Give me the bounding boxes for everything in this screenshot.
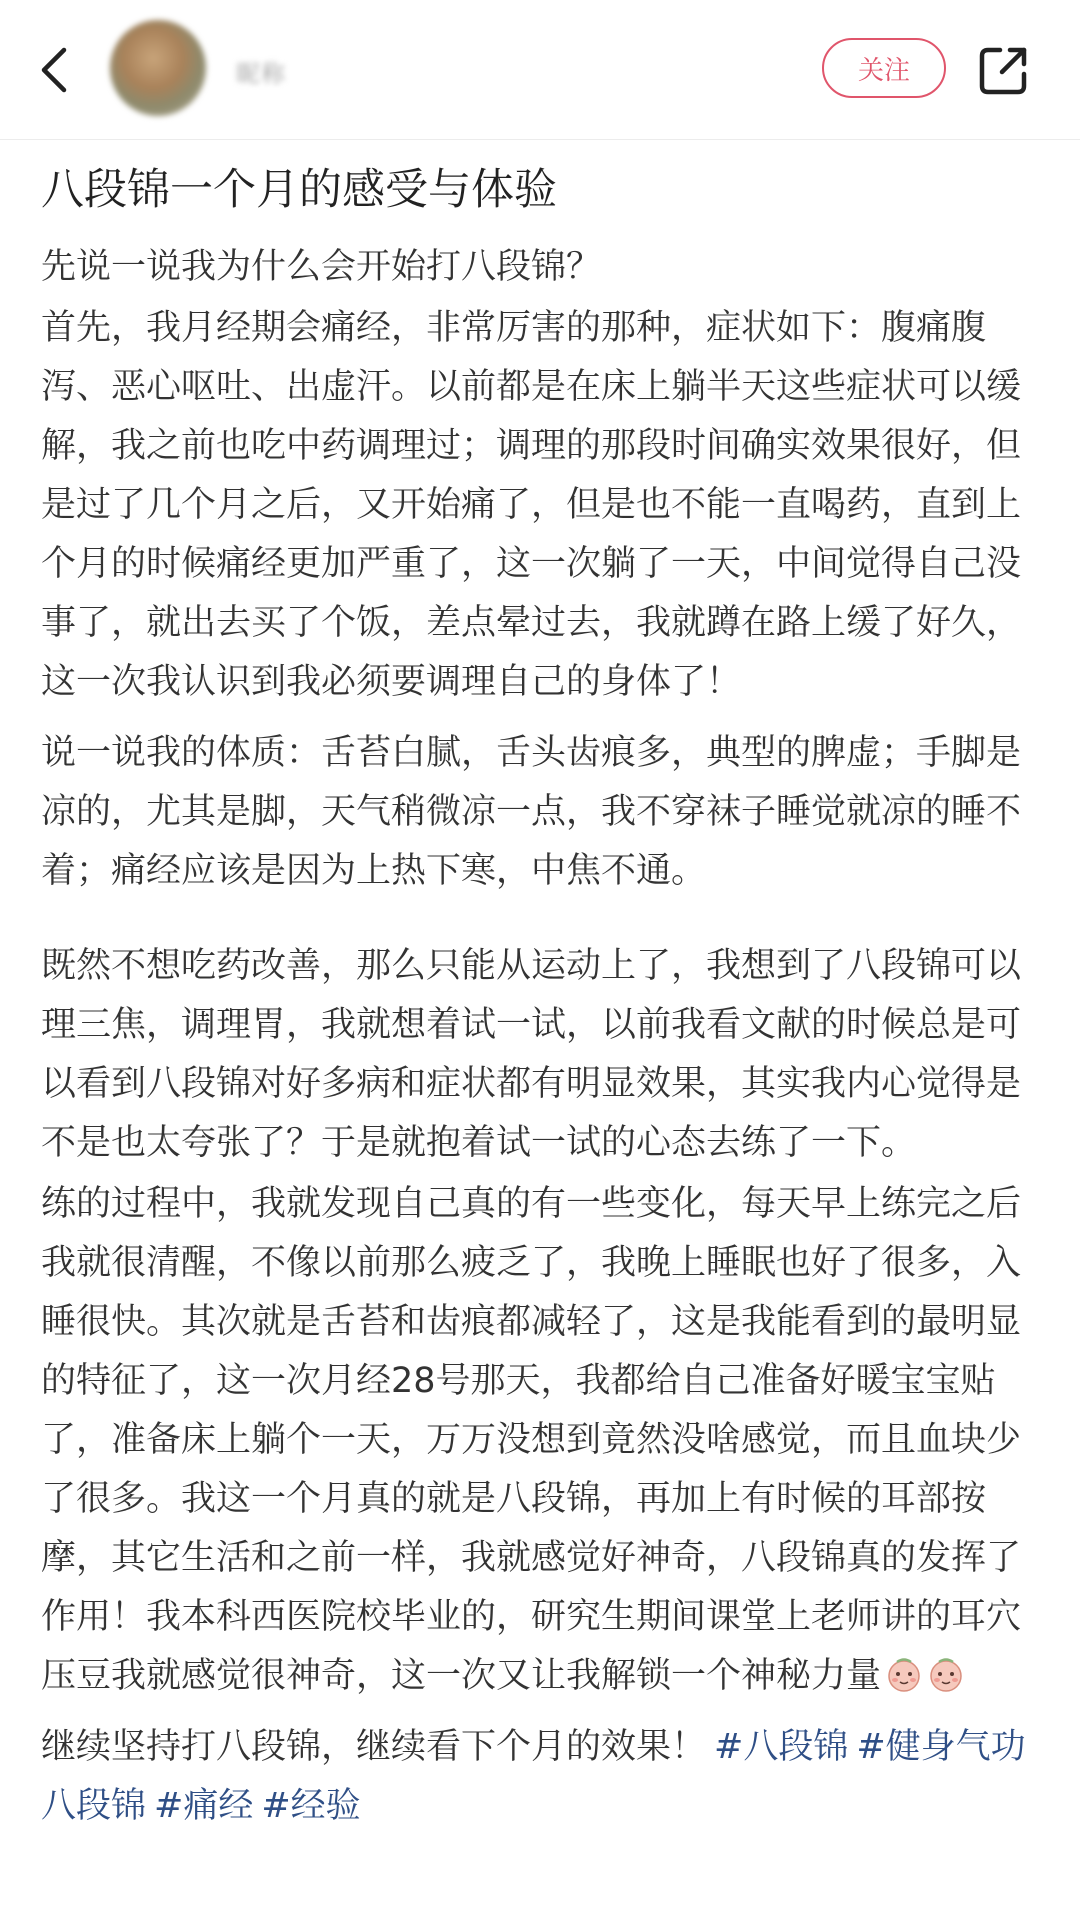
post-paragraph: 首先，我月经期会痛经，非常厉害的那种，症状如下：腹痛腹泻、恶心呕吐、出虚汗。以前都是在床上躺半天这些症状可以缓解，我之前也吃中药调理过；调理的那段时间确实效果很好，但是过了几个月之后，又开始痛了，但是也不能一直喝药，直到上个月的时候痛经更加严重了，这一次躺了一天，中间觉得自己没事了，就出去买了个饭，差点晕过去，我就蹲在路上缓了好久，这一次我认识到我必须要调理自己的身体了！ <box>41 308 1022 702</box>
post-paragraph: 先说一说我为什么会开始打八段锦？ <box>41 247 602 287</box>
post-paragraph: 说一说我的体质：舌苔白腻，舌头齿痕多，典型的脾虚；手脚是凉的，尤其是脚，天气稍微凉一点，我不穿袜子睡觉就凉的睡不着；痛经应该是因为上热下寒，中焦不通。 <box>41 733 1022 891</box>
back-button[interactable] <box>30 38 80 102</box>
closing-text: 继续坚持打八段锦，继续看下个月的效果！ <box>41 1727 707 1767</box>
post-closing <box>41 1718 1041 1836</box>
author-nickname[interactable]: 昵称 <box>236 60 286 88</box>
cute-face-emoji-icon <box>927 1655 965 1693</box>
hashtag[interactable]: #痛经 <box>154 1786 254 1826</box>
hashtag[interactable]: #健身气功八段锦 <box>41 1727 1026 1826</box>
avatar[interactable] <box>110 20 206 116</box>
post-paragraph <box>41 1175 1041 1706</box>
top-bar <box>0 0 1080 140</box>
follow-button[interactable]: 关注 <box>822 38 946 98</box>
share-icon <box>976 42 1032 98</box>
hashtag[interactable]: #经验 <box>261 1786 361 1826</box>
cute-face-emoji-icon <box>885 1655 923 1693</box>
post-paragraph-text: 练的过程中，我就发现自己真的有一些变化，每天早上练完之后我就很清醒，不像以前那么疲乏了，我晚上睡眠也好了很多，入睡很快。其次就是舌苔和齿痕都减轻了，这是我能看到的最明显的特征了，这一次月经28号那天，我都给自己准备好暖宝宝贴了，准备床上躺个一天，万万没想到竟然没啥感觉，而且血块少了很多。我这一个月真的就是八段锦，再加上有时候的耳部按摩，其它生活和之前一样，我就感觉好神奇，八段锦真的发挥了作用！我本科西医院校毕业的，研究生期间课堂上老师讲的耳穴压豆我就感觉很神奇，这一次又让我解锁一个神秘力量 <box>41 1184 1022 1696</box>
post-title: 八段锦一个月的感受与体验 <box>41 165 557 215</box>
post-paragraph: 既然不想吃药改善，那么只能从运动上了，我想到了八段锦可以理三焦，调理胃，我就想着试一试，以前我看文献的时候总是可以看到八段锦对好多病和症状都有明显效果，其实我内心觉得是不是也太夸张了？于是就抱着试一试的心态去练了一下。 <box>41 946 1022 1163</box>
post-content <box>41 160 1041 1836</box>
back-arrow-icon <box>30 38 80 102</box>
hashtag[interactable]: #八段锦 <box>714 1727 849 1767</box>
share-button[interactable] <box>976 42 1032 98</box>
